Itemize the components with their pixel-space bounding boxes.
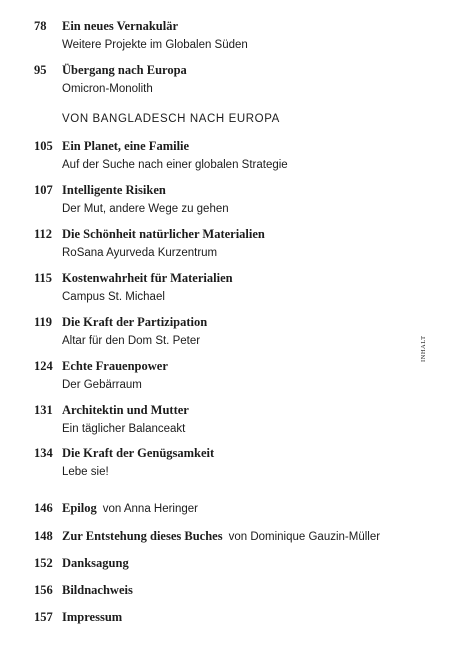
page-number: 152 [34,556,53,570]
entry-title: Architektin und Mutter [62,403,189,417]
entry-title: Übergang nach Europa [62,63,187,77]
entry-byline: von Dominique Gauzin-Müller [228,531,381,543]
entry-title [62,500,198,517]
entry-title [62,528,380,545]
section-heading: VON BANGLADESCH NACH EUROPA [62,113,280,125]
entry-subtitle: Der Mut, andere Wege zu gehen [62,203,229,215]
entry-subtitle: Weitere Projekte im Globalen Süden [62,39,248,51]
running-head: INHALT [420,335,427,362]
page-number: 156 [34,583,53,597]
entry-title: Die Kraft der Genügsamkeit [62,446,215,460]
page-number: 115 [34,271,53,285]
entry-title-text: Epilog [62,501,97,515]
page-number: 119 [34,315,53,329]
entry-title: Die Schönheit natürlicher Materialien [62,227,265,241]
page-number: 131 [34,403,53,417]
entry-title: Impressum [62,610,123,624]
page-number: 148 [34,529,53,543]
entry-byline: von Anna Heringer [102,503,199,515]
entry-title: Intelligente Risiken [62,183,166,197]
entry-title: Bildnachweis [62,583,133,597]
page-number: 146 [34,501,53,515]
entry-title: Echte Frauenpower [62,359,168,373]
entry-subtitle: Lebe sie! [62,466,109,478]
entry-title: Die Kraft der Partizipation [62,315,208,329]
page-number: 78 [34,19,47,33]
entry-subtitle: Ein täglicher Balanceakt [62,423,186,435]
page-number: 112 [34,227,53,241]
entry-subtitle: Omicron-Monolith [62,83,153,95]
page-number: 107 [34,183,53,197]
entry-subtitle: RoSana Ayurveda Kurzentrum [62,247,218,259]
page-number: 105 [34,139,53,153]
entry-title: Ein Planet, eine Familie [62,139,190,153]
entry-title: Ein neues Vernakulär [62,19,179,33]
entry-title: Kostenwahrheit für Materialien [62,271,233,285]
entry-title: Danksagung [62,556,129,570]
page-number: 124 [34,359,53,373]
entry-subtitle: Auf der Suche nach einer globalen Strategie [62,159,288,171]
entry-subtitle: Der Gebärraum [62,379,142,391]
entry-subtitle: Campus St. Michael [62,291,165,303]
page-number: 134 [34,446,53,460]
page-number: 157 [34,610,53,624]
entry-subtitle: Altar für den Dom St. Peter [62,335,201,347]
entry-title-text: Zur Entstehung dieses Buches [62,529,223,543]
page-number: 95 [34,63,47,77]
